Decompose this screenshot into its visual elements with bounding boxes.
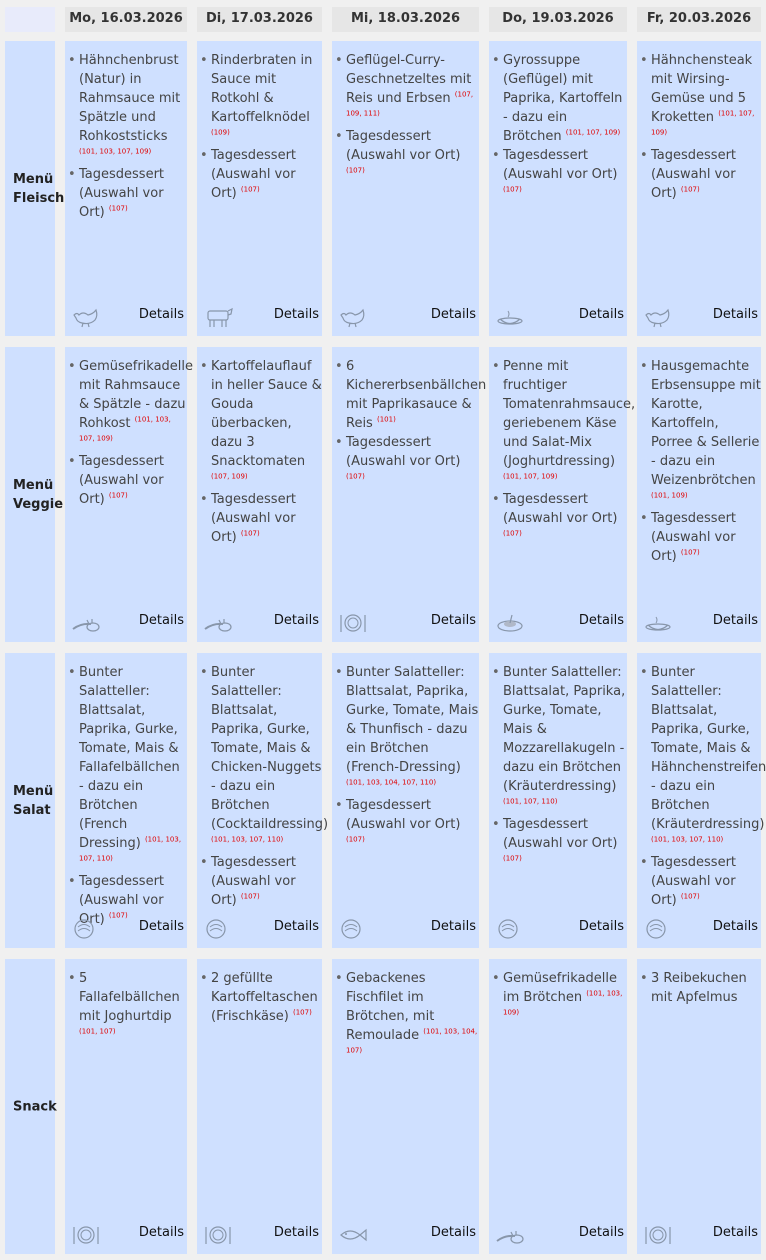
allergen-codes: (107) — [680, 892, 700, 901]
menu-item-text: Tagesdessert (Auswahl vor Ort) — [346, 435, 461, 469]
menu-cell — [637, 41, 761, 336]
menu-item-text: Tagesdessert (Auswahl vor Ort) — [79, 454, 165, 507]
menu-item — [332, 127, 479, 184]
details-link[interactable]: Details — [138, 613, 184, 628]
menu-item-list — [637, 969, 761, 1007]
details-link[interactable]: Details — [138, 307, 184, 322]
menu-item-list — [65, 51, 187, 222]
menu-item-list — [332, 663, 479, 853]
bullet: • — [640, 855, 648, 870]
bullet: • — [640, 359, 648, 374]
menu-item-text: Tagesdessert (Auswahl vor Ort) — [651, 855, 737, 908]
row-label — [5, 653, 55, 948]
bullet: • — [492, 665, 500, 680]
menu-item — [197, 969, 322, 1026]
chicken-icon — [71, 306, 101, 328]
allergen-codes: (101, 107, 109) — [503, 472, 558, 481]
menu-item — [197, 357, 322, 490]
menu-item-list — [65, 969, 187, 1045]
row-label-text: Menü Salat — [13, 783, 54, 818]
menu-item-text: Gebackenes Fischfilet im Brötchen, mit Remoulade — [346, 971, 435, 1043]
menu-item-text: Tagesdessert (Auswahl vor Ort) — [503, 492, 618, 526]
details-link[interactable]: Details — [712, 1225, 758, 1240]
menu-item-text: 2 gefüllte Kartoffeltaschen (Frischkäse) — [211, 971, 318, 1024]
menu-item-text: Penne mit fruchtiger Tomatenrahmsauce, geriebenem Käse und Salat-Mix (Joghurtdressing) — [503, 359, 636, 469]
menu-item-list — [197, 357, 322, 547]
bullet: • — [68, 167, 76, 182]
plate-cutlery-icon — [203, 1224, 233, 1246]
menu-cell — [197, 347, 322, 642]
details-link[interactable]: Details — [138, 1225, 184, 1240]
bullet: • — [200, 855, 208, 870]
menu-cell — [489, 959, 627, 1254]
bullet: • — [640, 665, 648, 680]
menu-item-list — [332, 51, 479, 184]
allergen-codes: (101, 103, 104, 107) — [346, 1027, 478, 1055]
menu-item-text: Gyrossuppe (Geflügel) mit Paprika, Kartoffeln - dazu ein Brötchen — [503, 53, 623, 144]
bullet: • — [200, 665, 208, 680]
menu-item — [65, 165, 187, 222]
menu-cell — [332, 347, 487, 642]
menu-item — [489, 490, 627, 547]
day-header: Mo, 16.03.2026 — [65, 7, 187, 32]
bullet: • — [640, 971, 648, 986]
allergen-codes: (107) — [240, 185, 260, 194]
plate-cutlery-icon — [71, 1224, 101, 1246]
bullet: • — [68, 665, 76, 680]
bullet: • — [492, 971, 500, 986]
menu-item-text: Bunter Salatteller: Blattsalat, Paprika, Gurke, Tomate, Mais & Mozzarellakugeln - dazu ein Brötchen (Kräuterdressing) — [503, 665, 626, 794]
menu-item-list — [637, 51, 761, 203]
row-label — [5, 41, 65, 336]
allergen-codes: (101, 107, 109) — [651, 109, 755, 137]
bullet: • — [200, 971, 208, 986]
menu-item — [65, 663, 187, 872]
menu-item — [332, 433, 479, 490]
allergen-codes: (107) — [108, 911, 128, 920]
menu-cell — [65, 347, 194, 642]
menu-item-text: Tagesdessert (Auswahl vor Ort) — [79, 874, 165, 927]
row-label — [5, 959, 55, 1254]
menu-item — [489, 357, 636, 490]
day-header: Do, 19.03.2026 — [489, 7, 627, 32]
day-header: Mi, 18.03.2026 — [332, 7, 479, 32]
menu-cell — [637, 959, 761, 1254]
bullet: • — [640, 148, 648, 163]
menu-item-text: Bunter Salatteller: Blattsalat, Paprika, Gurke, Tomate, Mais & Chicken-Nuggets - dazu ein Brötchen (Cocktaildressing) — [211, 665, 329, 832]
menu-item-list — [637, 357, 761, 566]
allergen-codes: (101, 103, 104, 107, 110) — [346, 778, 437, 787]
menu-item — [332, 796, 479, 853]
menu-item-text: Gemüsefrikadelle mit Rahmsauce & Spätzle - dazu Rohkost — [79, 359, 194, 431]
bullet: • — [335, 359, 343, 374]
menu-item-text: Tagesdessert (Auswahl vor Ort) — [651, 148, 737, 201]
menu-item-text: Tagesdessert (Auswahl vor Ort) — [211, 492, 297, 545]
menu-item-list — [332, 969, 479, 1064]
menu-item-text: Hähnchensteak mit Wirsing-Gemüse und 5 Kroketten — [651, 53, 753, 125]
menu-item — [332, 51, 479, 127]
menu-cell — [65, 41, 187, 336]
vegetable-icon — [203, 612, 233, 634]
menu-item-list — [65, 663, 187, 929]
salad-icon — [495, 918, 525, 940]
menu-item-list — [65, 357, 194, 509]
menu-item-text: Rinderbraten in Sauce mit Rotkohl & Kartoffelknödel — [211, 53, 313, 125]
menu-cell — [65, 653, 187, 948]
row-label-text: Menü Veggie — [13, 477, 64, 512]
menu-item — [65, 357, 194, 452]
pasta-icon — [495, 612, 525, 634]
menu-cell — [637, 347, 761, 642]
menu-cell — [197, 41, 322, 336]
details-link[interactable]: Details — [273, 307, 319, 322]
menu-item-text: Bunter Salatteller: Blattsalat, Paprika, Gurke, Tomate, Mais & Hähnchenstreifen - dazu ein Brötchen (Kräuterdressing) — [651, 665, 766, 832]
menu-cell — [197, 959, 322, 1254]
menu-item — [637, 357, 761, 509]
menu-item — [65, 452, 187, 509]
menu-item-text: 3 Reibekuchen mit Apfelmus — [651, 971, 747, 1005]
bullet: • — [492, 492, 500, 507]
details-link[interactable]: Details — [578, 919, 624, 934]
menu-item-text: Tagesdessert (Auswahl vor Ort) — [211, 148, 297, 201]
menu-item-list — [197, 663, 329, 910]
menu-item-text: Bunter Salatteller: Blattsalat, Paprika, Gurke, Tomate, Mais & Fallafelbällchen - dazu ein Brötchen (French Dressing) — [79, 665, 180, 851]
details-link[interactable]: Details — [712, 613, 758, 628]
menu-cell — [489, 653, 627, 948]
menu-item-text: Tagesdessert (Auswahl vor Ort) — [346, 798, 461, 832]
bullet: • — [200, 53, 208, 68]
allergen-codes: (107) — [346, 835, 365, 844]
menu-cell — [637, 653, 766, 948]
menu-item — [637, 969, 761, 1007]
menu-item-text: Gemüsefrikadelle im Brötchen — [503, 971, 618, 1005]
allergen-codes: (101, 107) — [79, 1027, 116, 1036]
soup-icon — [643, 612, 673, 634]
menu-item — [332, 663, 479, 796]
bullet: • — [335, 435, 343, 450]
corner-cell — [5, 7, 55, 32]
details-link[interactable]: Details — [273, 613, 319, 628]
bullet: • — [68, 971, 76, 986]
salad-icon — [71, 918, 101, 940]
allergen-codes: (107) — [503, 185, 522, 194]
salad-icon — [203, 918, 233, 940]
bullet: • — [335, 798, 343, 813]
bullet: • — [335, 665, 343, 680]
salad-icon — [338, 918, 368, 940]
plate-cutlery-icon — [643, 1224, 673, 1246]
menu-item-text: Geflügel-Curry-Geschnetzeltes mit Reis und Erbsen — [346, 53, 472, 106]
menu-item — [637, 509, 761, 566]
allergen-codes: (107) — [240, 529, 260, 538]
menu-item — [637, 146, 761, 203]
vegetable-icon — [71, 612, 101, 634]
allergen-codes: (107, 109, 111) — [346, 90, 474, 118]
allergen-codes: (107) — [346, 166, 365, 175]
menu-item — [489, 51, 627, 146]
menu-item — [637, 853, 761, 910]
vegetable-icon — [495, 1224, 525, 1246]
row-label — [5, 347, 64, 642]
cow-icon — [203, 306, 233, 328]
details-link[interactable]: Details — [138, 919, 184, 934]
menu-item-text: 6 Kichererbsenbällchen mit Paprikasauce & Reis — [346, 359, 487, 431]
allergen-codes: (101, 103, 109) — [503, 989, 623, 1017]
allergen-codes: (101, 109) — [651, 491, 688, 500]
menu-item — [65, 969, 187, 1045]
menu-cell — [197, 653, 329, 948]
bullet: • — [68, 454, 76, 469]
bullet: • — [640, 511, 648, 526]
menu-item-list — [489, 969, 627, 1026]
menu-item-list — [637, 663, 766, 910]
menu-item-text: Tagesdessert (Auswahl vor Ort) — [503, 148, 618, 182]
menu-cell — [65, 959, 187, 1254]
bullet: • — [492, 53, 500, 68]
chicken-icon — [643, 306, 673, 328]
allergen-codes: (101, 107, 110) — [503, 797, 558, 806]
menu-item — [197, 853, 322, 910]
menu-item-text: Tagesdessert (Auswahl vor Ort) — [79, 167, 165, 220]
bullet: • — [200, 359, 208, 374]
menu-item — [332, 969, 479, 1064]
menu-item — [637, 663, 766, 853]
day-header: Di, 17.03.2026 — [197, 7, 322, 32]
menu-item-text: Kartoffelauflauf in heller Sauce & Gouda überbacken, dazu 3 Snacktomaten — [211, 359, 322, 469]
menu-cell — [489, 41, 627, 336]
menu-item — [65, 51, 187, 165]
allergen-codes: (107) — [346, 472, 365, 481]
allergen-codes: (101, 107, 109) — [565, 128, 621, 137]
menu-item-text: Tagesdessert (Auswahl vor Ort) — [346, 129, 461, 163]
allergen-codes: (101, 103, 107, 109) — [79, 415, 171, 443]
bullet: • — [68, 874, 76, 889]
soup-icon — [495, 306, 525, 328]
details-link[interactable]: Details — [430, 613, 476, 628]
allergen-codes: (107) — [680, 185, 700, 194]
menu-item-text: 5 Fallafelbällchen mit Joghurtdip — [79, 971, 180, 1024]
details-link[interactable]: Details — [578, 613, 624, 628]
bullet: • — [492, 817, 500, 832]
menu-item-list — [197, 969, 322, 1026]
allergen-codes: (107) — [503, 854, 522, 863]
menu-item-text: Tagesdessert (Auswahl vor Ort) — [211, 855, 297, 908]
bullet: • — [335, 53, 343, 68]
allergen-codes: (101, 103, 107, 109) — [79, 147, 152, 156]
details-link[interactable]: Details — [712, 919, 758, 934]
menu-item — [197, 490, 322, 547]
bullet: • — [640, 53, 648, 68]
menu-cell — [332, 41, 479, 336]
details-link[interactable]: Details — [430, 919, 476, 934]
allergen-codes: (101, 103, 107, 110) — [211, 835, 284, 844]
menu-item-text: Tagesdessert (Auswahl vor Ort) — [503, 817, 618, 851]
bullet: • — [200, 148, 208, 163]
allergen-codes: (107) — [503, 529, 522, 538]
bullet: • — [68, 359, 76, 374]
row-label-text: Snack — [13, 1099, 57, 1114]
menu-cell — [332, 959, 479, 1254]
allergen-codes: (109) — [211, 128, 230, 137]
menu-item-list — [489, 51, 627, 203]
details-link[interactable]: Details — [273, 919, 319, 934]
bullet: • — [335, 971, 343, 986]
allergen-codes: (107) — [108, 204, 128, 213]
allergen-codes: (101, 103, 107, 110) — [79, 835, 182, 863]
salad-icon — [643, 918, 673, 940]
details-link[interactable]: Details — [578, 1225, 624, 1240]
details-link[interactable]: Details — [430, 1225, 476, 1240]
menu-cell — [489, 347, 636, 642]
menu-item-text: Hausgemachte Erbsensuppe mit Karotte, Kartoffeln, Porree & Sellerie - dazu ein Weizenbrötchen — [651, 359, 761, 488]
allergen-codes: (107) — [680, 548, 700, 557]
allergen-codes: (101, 103, 107, 110) — [651, 835, 724, 844]
allergen-codes: (101) — [376, 415, 396, 424]
details-link[interactable]: Details — [430, 307, 476, 322]
details-link[interactable]: Details — [273, 1225, 319, 1240]
plate-cutlery-icon — [338, 612, 368, 634]
menu-item — [197, 146, 322, 203]
menu-item — [637, 51, 761, 146]
allergen-codes: (107) — [240, 892, 260, 901]
allergen-codes: (107) — [108, 491, 128, 500]
menu-item — [489, 663, 627, 815]
menu-item-text: Hähnchenbrust (Natur) in Rahmsauce mit Spätzle und Rohkoststicks — [79, 53, 181, 144]
allergen-codes: (107) — [292, 1008, 312, 1017]
menu-item — [332, 357, 487, 433]
menu-item-list — [197, 51, 322, 203]
fish-icon — [338, 1224, 368, 1246]
menu-item-list — [489, 663, 627, 872]
menu-item-list — [489, 357, 636, 547]
menu-cell — [332, 653, 479, 948]
menu-item — [489, 146, 627, 203]
menu-item — [489, 969, 627, 1026]
bullet: • — [335, 129, 343, 144]
menu-item — [197, 51, 322, 146]
row-label-text: Menü Fleisch — [13, 171, 65, 206]
allergen-codes: (107, 109) — [211, 472, 248, 481]
menu-item — [489, 815, 627, 872]
details-link[interactable]: Details — [712, 307, 758, 322]
bullet: • — [492, 359, 500, 374]
bullet: • — [68, 53, 76, 68]
menu-item-text: Tagesdessert (Auswahl vor Ort) — [651, 511, 737, 564]
menu-item — [197, 663, 329, 853]
bullet: • — [492, 148, 500, 163]
chicken-icon — [338, 306, 368, 328]
menu-item-text: Bunter Salatteller: Blattsalat, Paprika, Gurke, Tomate, Mais & Thunfisch - dazu ein Brötchen (French-Dressing) — [346, 665, 479, 775]
menu-item-list — [332, 357, 487, 490]
details-link[interactable]: Details — [578, 307, 624, 322]
bullet: • — [200, 492, 208, 507]
day-header: Fr, 20.03.2026 — [637, 7, 761, 32]
